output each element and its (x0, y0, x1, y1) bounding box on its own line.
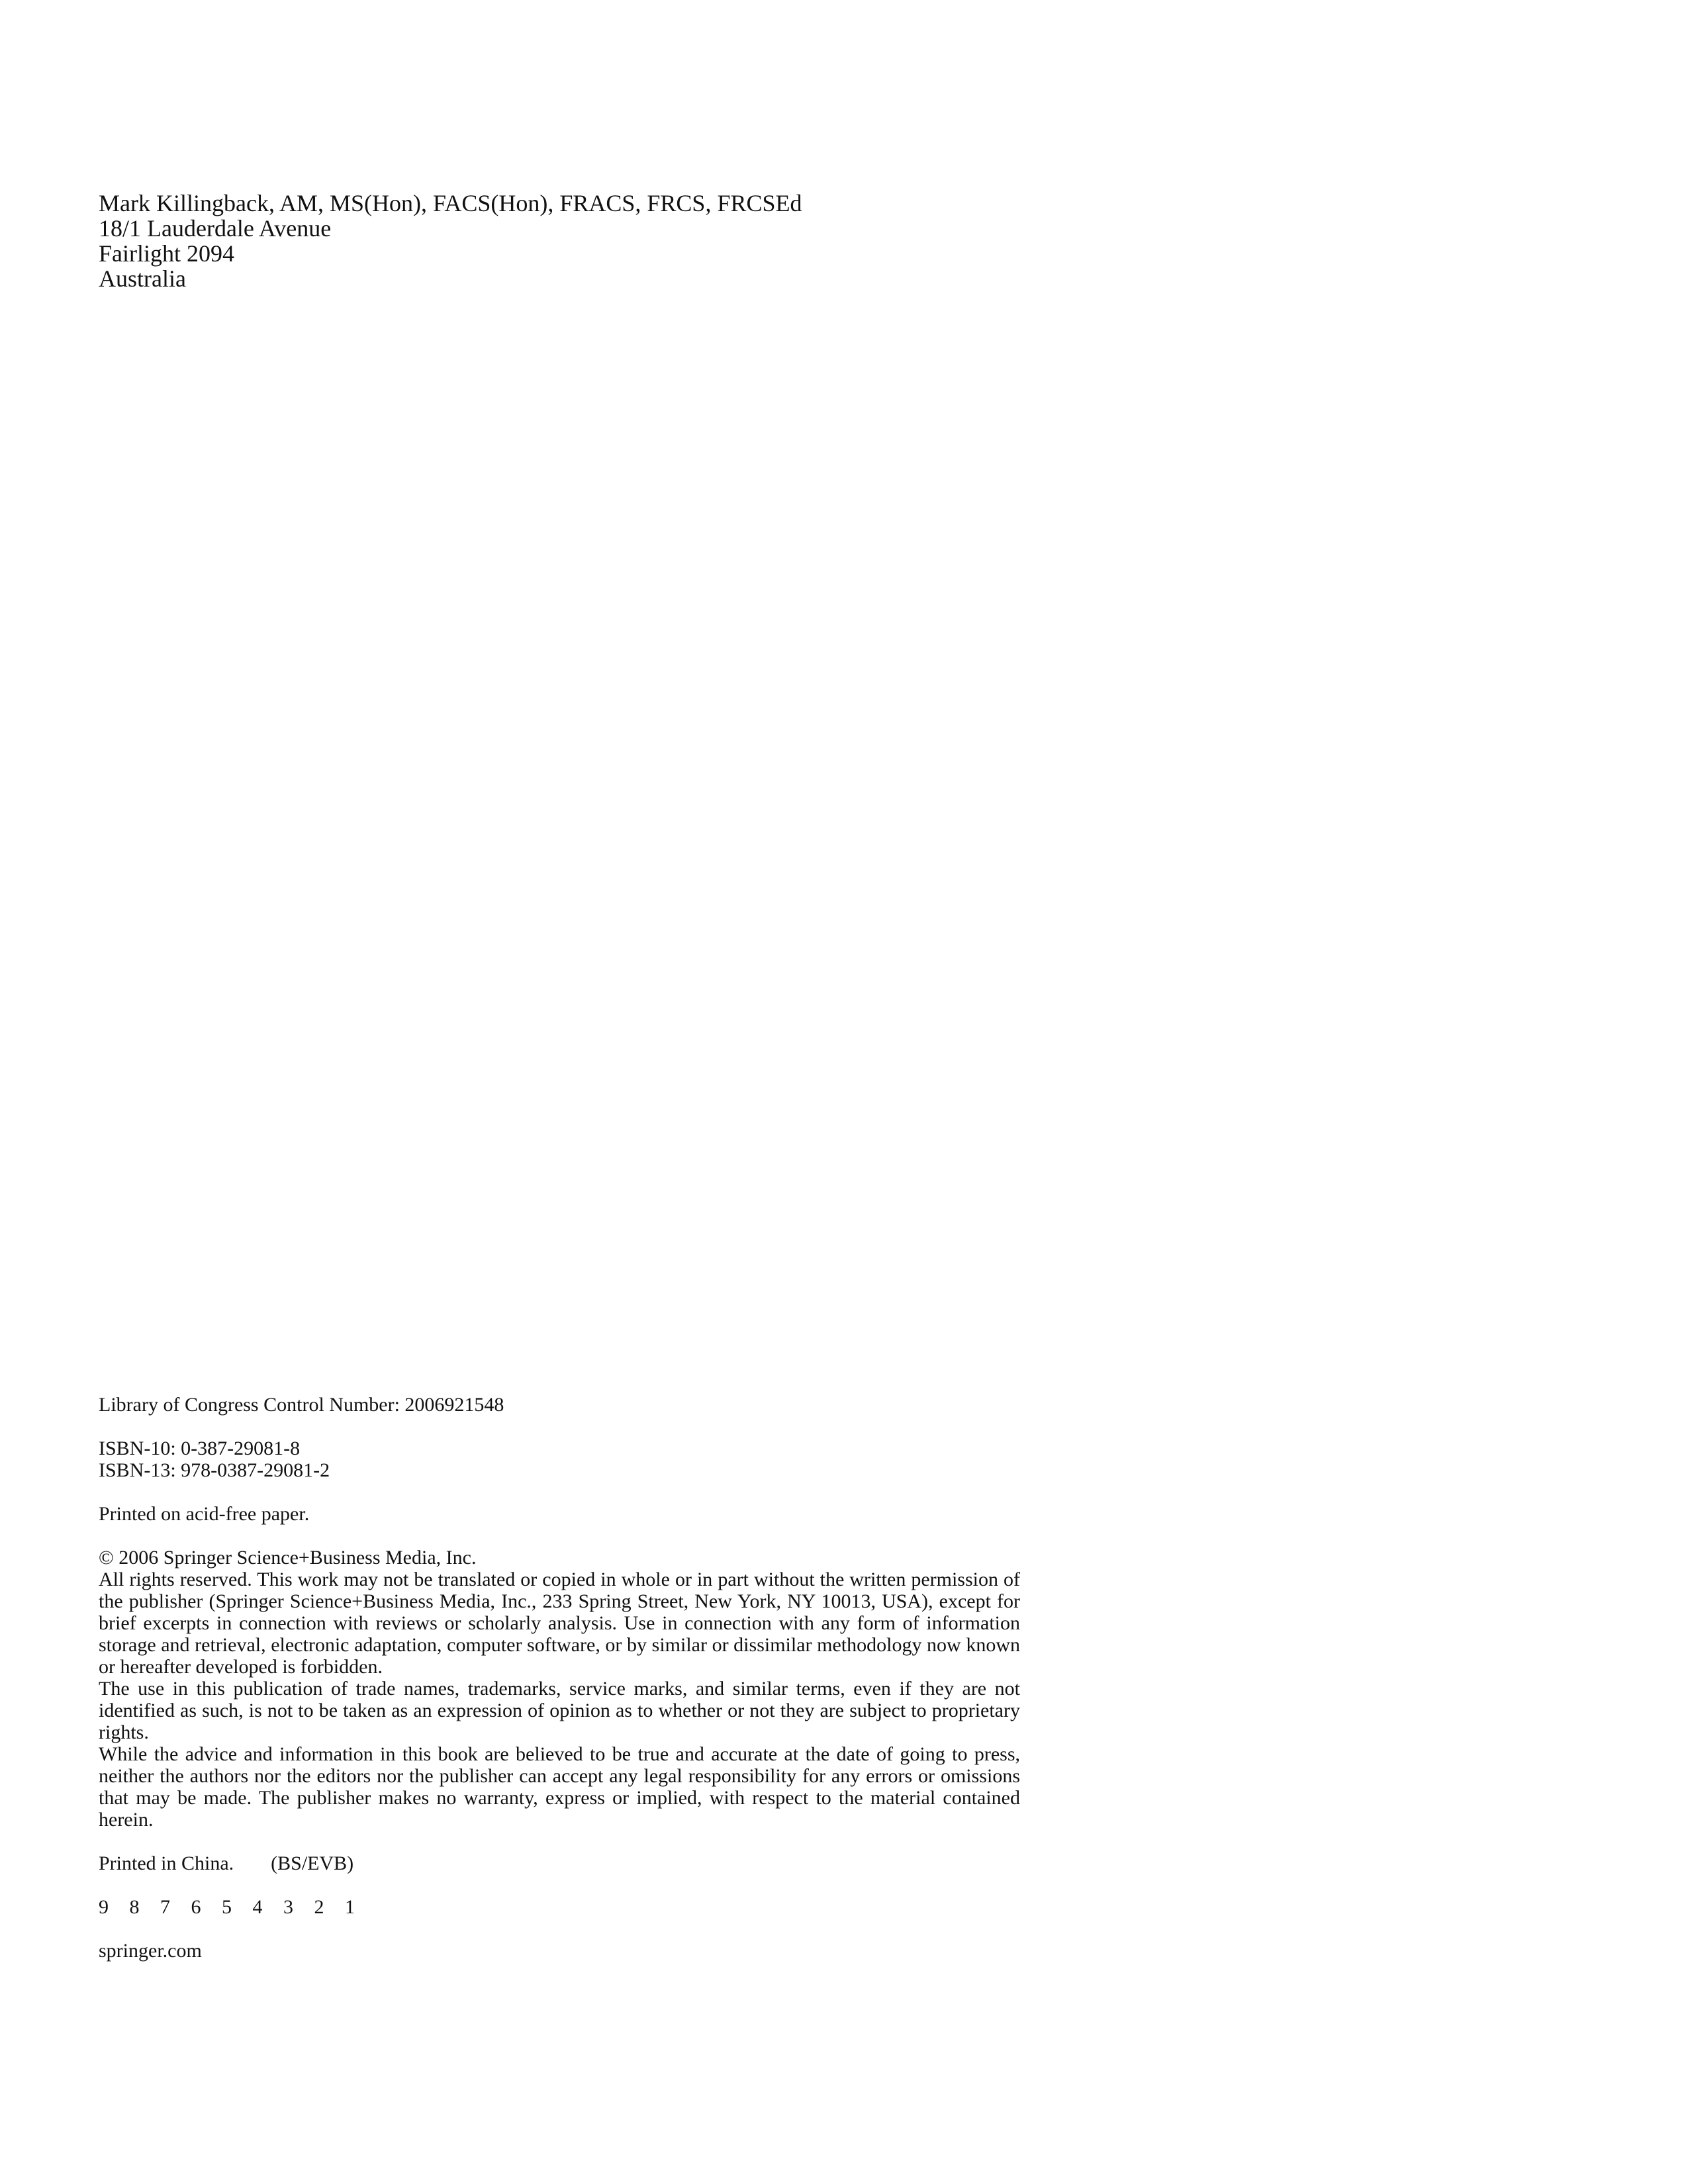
address-line-1: 18/1 Lauderdale Avenue (99, 215, 332, 242)
spacer (99, 1416, 1020, 1437)
spacer (99, 1918, 1020, 1940)
spacer (99, 1831, 1020, 1852)
author-block (99, 191, 1158, 291)
website-text: springer.com (99, 1940, 202, 1962)
trade-names-paragraph: The use in this publication of trade names, trademarks, service marks, and similar terms, even if they are not identified as such, is not to be taken as an expression of opinion as to whether or not they are subject to proprietary rights. (99, 1678, 1020, 1743)
author-name: Mark Killingback, AM, MS(Hon), FACS(Hon), FRACS, FRCS, FRCSEd (99, 190, 802, 216)
printer-code: (BS/EVB) (271, 1852, 354, 1874)
isbn-10-text: ISBN-10: 0-387-29081-8 (99, 1437, 301, 1459)
printed-in-text: Printed in China. (99, 1852, 234, 1874)
copyright-imprint (99, 1394, 1020, 1962)
acid-free-paper-note: Printed on acid-free paper. (99, 1503, 310, 1525)
spacer (99, 1481, 1020, 1503)
spacer (99, 1525, 1020, 1547)
isbn-13-text: ISBN-13: 978-0387-29081-2 (99, 1459, 330, 1481)
printed-in-row (99, 1852, 1020, 1874)
address-country: Australia (99, 265, 186, 292)
rights-reserved-paragraph: All rights reserved. This work may not be translated or copied in whole or in part without the written permission of the publisher (Springer Science+Business Media, Inc., 233 Spring Street, New York, NY 10013, USA), except for brief excerpts in connection with reviews or scholarly analysis. Use in connection with any form of information storage and retrieval, electronic adaptation, computer software, or by similar or dissimilar methodology now known or hereafter developed is forbidden. (99, 1569, 1020, 1678)
advice-disclaimer-paragraph: While the advice and information in this book are believed to be true and accurate at the date of going to press, neither the authors nor the editors nor the publisher can accept any legal responsibility for any errors or omissions that may be made. The publisher makes no warranty, express or implied, with respect to the material contained herein. (99, 1743, 1020, 1831)
copyright-line: © 2006 Springer Science+Business Media, Inc. (99, 1547, 477, 1569)
print-line-numbers: 9 8 7 6 5 4 3 2 1 (99, 1896, 363, 1918)
address-line-2: Fairlight 2094 (99, 240, 234, 267)
spacer (99, 1874, 1020, 1896)
lccn-text: Library of Congress Control Number: 2006921548 (99, 1394, 504, 1416)
